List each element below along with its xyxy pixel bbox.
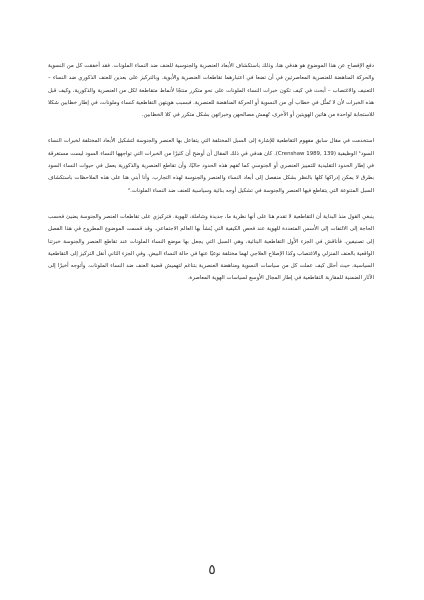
paragraph-intro: دفع الإفصاح عن هذا الموضوع هو هدفي هنا، وذلك باستكشاف الأبعاد العنصرية والجنوسية للعنف ضد النساء الملونات. فقد أخفقت كل من النسوية والحركة المناهضة للعنصرية المعاصرتين في أن تضعا في اعتبارهما تقاطعات العنصرية والأبوية. وبالتركيز على بعدين للعنف الذكوري ضد النساء – التعنيف والاغتصاب – أبحث في كيف تكون خبرات النساء الملونات على نحو متكرر منتجًا لأنماط متقاطعة لكل من العنصرية والذكورية، وكيف قبل هذه الخبرات لأن لا تُمثَّل في خطاب أي من النسوية أو الحركة المناهضة للعنصرية. فبسبب هويتهن التقاطعية كنساء وملونات، في إطار خطابين شكلا للاستجابة لواحدة من هاتين الهويتين أو الأخرى، تُهمش مصالحهن وخبراتهن بشكل متكرر في كلا الخطابين. (48, 63, 374, 119)
page-number: ٥ (208, 562, 216, 578)
document-page (48, 60, 374, 299)
paragraph-intersectionality-scope: ينبغي القول منذ البداية أن التقاطعية لا تقدم هنا على أنها نظرية ما، جديدة وشاملة، للهوية. فتركيزي على تقاطعات العنصر والجنوسة يضيئ فحسب الحاجة إلى الالتفات إلى الأسس المتعددة للهوية عند فحص الكيفية التي يُنشأ بها العالم الاجتماعي. وقد قسمت الموضوع المطروح في هذا الفصل إلى تصنيفين. فأناقش في الجزء الأول التقاطعية البنائية، وهي السبل التي يجعل بها موضع النساء الملونات عند تقاطع العنصر والجنوسة خبرتنا الواقعية بالعنف المنزلي والاغتصاب وكذا الإصلاح العلاجي لهما مختلفة نوعيًا عنها في حالة النساء البيض. وفي الجزء الثاني أنقل التركيز إلى التقاطعية السياسية، حيث أحلل كيف عملت كل من سياسات النسوية ومناهضة العنصرية بتناغم لتهميش قضية العنف ضد النساء الملونات. وأتوجه أخيرًا إلى الآثار الضمنية للمقاربة التقاطعية في إطار المجال الأوسع لسياسات الهوية المعاصرة. (48, 213, 374, 282)
paragraph-prior-article: استخدمت في مقال سابق مفهوم التقاطعية للإشارة إلى السبل المختلفة التي يتفاعل بها العنصر والجنوسة لتشكيل الأبعاد المختلفة لخبرات النساء السود¹ الوظيفية (Crenshaw 1989, 139). كان هدفي في ذلك المقال أن أوضح أن كثيرًا من الخبرات التي تواجهها النساء السود ليست مستغرقة في إطار الحدود التقليدية للتمييز العنصري أو الجنوسي كما تُفهم هذه الحدود حاليًا، وأن تقاطع العنصرية والذكورية يعمل في حيوات النساء السود بطرق لا يمكن إدراكها كلها بالنظر بشكل منفصل إلى أبعاد النساء والعنصر والجنوسة لهذه التجارب. وأنا أبني هنا على هذه الملاحظات باستكشاف السبل المتنوعة التي يتقاطع فيها العنصر والجنوسة في تشكيل أوجه بنائية وسياسية للعنف ضد النساء الملونات.² (48, 138, 375, 194)
